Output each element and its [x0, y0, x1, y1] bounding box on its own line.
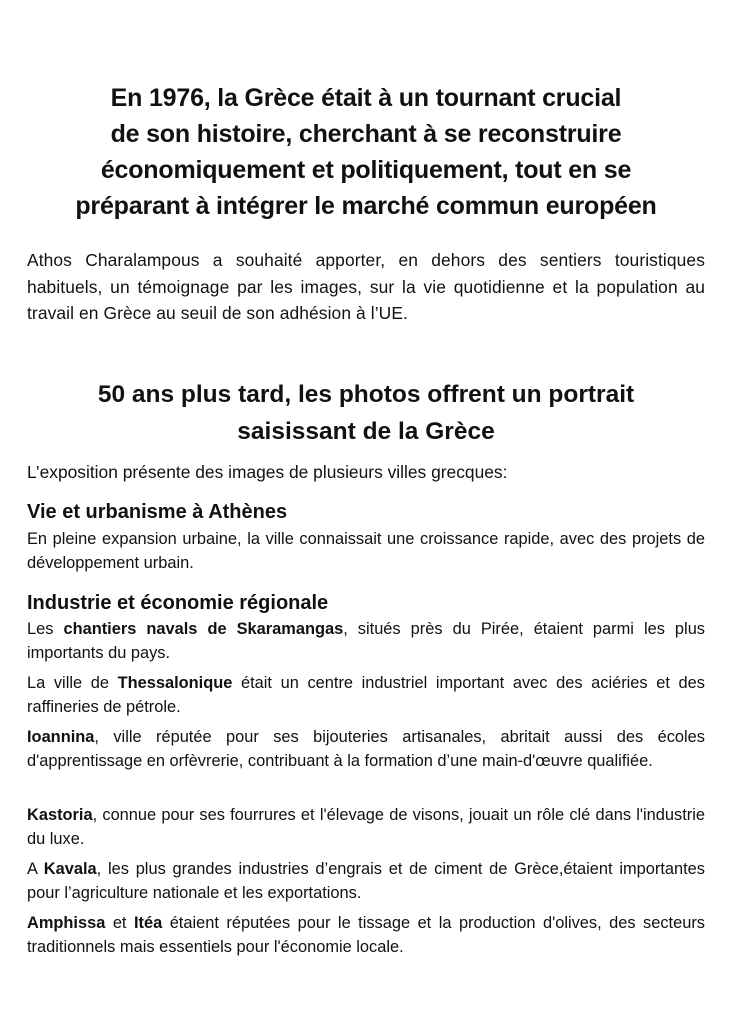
subtitle-line: saisissant de la Grèce: [237, 418, 495, 445]
bold-place-name: Kavala: [43, 860, 97, 878]
main-title-line: économiquement et politiquement, tout en se: [100, 156, 632, 184]
text: étaient réputées pour le tissage et la production d'olives, des secteurs traditionnels mais essentiels pour l'économie locale.: [27, 914, 705, 956]
lead-text: L’exposition présente des images de plusieurs villes grecques:: [27, 462, 508, 482]
bold-place-name: chantiers navals de Skaramangas: [63, 620, 344, 638]
paragraph-ioannina: [27, 725, 705, 773]
section-heading-athens: Vie et urbanisme à Athènes: [27, 501, 288, 523]
section-text-athens: En pleine expansion urbaine, la ville connaissait une croissance rapide, avec des projets de développement urbain.: [27, 530, 705, 572]
paragraph-kastoria: [27, 803, 705, 851]
text: A: [27, 860, 44, 878]
paragraph-thessalonique: [27, 671, 705, 719]
text: était un centre industriel important avec des aciéries et des raffineries de pétrole.: [27, 674, 705, 716]
text: , connue pour ses fourrures et l'élevage de visons, jouait un rôle clé dans l'industrie du luxe.: [27, 806, 705, 848]
text: et: [105, 914, 134, 932]
bold-place-name: Kastoria: [27, 806, 93, 824]
main-title-line: En 1976, la Grèce était à un tournant crucial: [110, 84, 622, 112]
bold-place-name: Thessalonique: [117, 674, 233, 692]
main-title: [10, 80, 722, 224]
bold-place-name: Amphissa: [27, 914, 106, 932]
intro-paragraph: Athos Charalampous a souhaité apporter, en dehors des sentiers touristiques habituels, un témoignage par les images, sur la vie quotidienne et la population au travail en Grèce au seuil de son adhésion à l’UE.: [27, 250, 705, 323]
subtitle: [10, 376, 722, 450]
text: , les plus grandes industries d’engrais et de ciment de Grèce,étaient importantes pour l’agriculture nationale et les exportations.: [27, 860, 705, 902]
text: La ville de: [27, 674, 118, 692]
bold-place-name: Itéa: [133, 914, 163, 932]
text: Les: [27, 620, 64, 638]
text: , situés près du Pirée, étaient parmi les plus importants du pays.: [27, 620, 706, 662]
main-title-line: de son histoire, cherchant à se reconstruire: [110, 120, 622, 148]
paragraph-kavala: [27, 857, 705, 905]
text: , ville réputée pour ses bijouteries artisanales, abritait aussi des écoles d'apprentissage en orfèvrerie, contribuant à la formation d’une main-d'œuvre qualifiée.: [27, 728, 705, 770]
subtitle-line: 50 ans plus tard, les photos offrent un portrait: [97, 381, 635, 408]
paragraph-amphissa-itea: [27, 911, 705, 959]
section-heading-industry: Industrie et économie régionale: [27, 592, 329, 614]
bold-place-name: Ioannina: [27, 728, 95, 746]
main-title-line: préparant à intégrer le marché commun européen: [75, 192, 657, 220]
paragraph-skaramangas: [27, 617, 705, 665]
